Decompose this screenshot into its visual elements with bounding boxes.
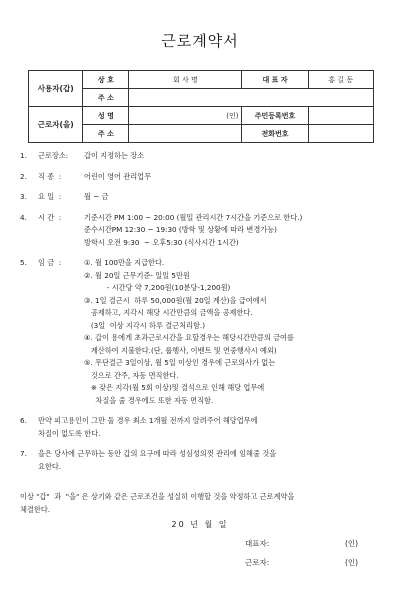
signature-employee bbox=[245, 557, 358, 568]
employer-address-label: 주 소 bbox=[83, 89, 129, 107]
clause-line: 차질이 없도록 한다. bbox=[38, 428, 101, 438]
clause-line: 월 ~ 금 bbox=[84, 192, 109, 201]
clause-number: 3. bbox=[20, 192, 27, 201]
clause-body bbox=[38, 448, 380, 473]
employer-company-value: 회 사 명 bbox=[129, 71, 242, 89]
closing-line: 이상 "갑" 과 "을" 은 상기와 같은 근로조건을 성실히 이행할 것을 약정하고 근로계약을 bbox=[20, 492, 295, 501]
clause-gap bbox=[20, 163, 380, 171]
clause-body bbox=[84, 171, 380, 184]
parties-table bbox=[28, 70, 374, 143]
clause-number: 1. bbox=[20, 151, 27, 160]
employee-phone-label: 전화번호 bbox=[242, 125, 308, 143]
signature-label: 대표자: bbox=[245, 539, 270, 548]
clause-4 bbox=[20, 212, 380, 250]
clause-line: ※ 잦은 지각(월 5회 이상)및 결석으로 인해 해당 업무에 bbox=[84, 383, 265, 392]
clause-1 bbox=[20, 150, 380, 163]
employer-role-label: 사용자(갑) bbox=[29, 71, 83, 107]
clause-body bbox=[84, 191, 380, 204]
clause-gap bbox=[20, 440, 380, 448]
employer-representative-label: 대 표 자 bbox=[242, 71, 308, 89]
clause-body bbox=[84, 150, 380, 163]
clause-gap bbox=[20, 407, 380, 415]
employee-address-value bbox=[129, 125, 242, 143]
clause-title: 시 간 : bbox=[38, 212, 62, 222]
employer-company-label: 상 호 bbox=[83, 71, 129, 89]
clause-number: 4. bbox=[20, 212, 27, 222]
employee-phone-value bbox=[308, 125, 373, 143]
clause-3 bbox=[20, 191, 380, 204]
clause-gap bbox=[20, 183, 380, 191]
employee-role-label: 근로자(을) bbox=[29, 107, 83, 143]
clause-line: 것으로 간주, 자동 면직한다. bbox=[84, 370, 179, 380]
clause-line: 기준시간 PM 1:00 ~ 20:00 (월일 관리시간 7시간을 기준으로 한다.) bbox=[84, 212, 303, 222]
signature-label: 근로자: bbox=[245, 558, 270, 567]
clause-line: 공제하고, 지각시 해당 시간만큼의 금액을 공제한다. bbox=[84, 308, 253, 317]
closing-line: 체결한다. bbox=[20, 504, 51, 514]
clause-line: 계산하여 지불한다.(단, 룹행사, 이벤트 및 연중행사시 예외) bbox=[84, 345, 277, 355]
clause-line: ②. 월 20일 근무기준- 일일 5만원 bbox=[84, 270, 190, 280]
clause-line: - 시간당 약 7,200원(10분당-1,200원) bbox=[84, 283, 231, 292]
signature-representative bbox=[245, 538, 358, 549]
employer-address-value bbox=[129, 89, 374, 107]
clause-body bbox=[84, 212, 380, 250]
clause-line: 어린이 영어 관리업무 bbox=[84, 171, 152, 181]
employee-name-label: 성 명 bbox=[83, 107, 129, 125]
clause-line: 만약 피고용인이 그만 둘 경우 최소 1개월 전까지 알려주어 해당업무에 bbox=[38, 416, 258, 425]
employee-name-value: (인) bbox=[129, 107, 242, 125]
clause-body bbox=[38, 415, 380, 440]
clause-gap bbox=[20, 204, 380, 212]
clause-line: 방학시 오전 9:30 ~ 오후5:30 (식사시간 1시간) bbox=[84, 237, 239, 247]
seal-mark: (인) bbox=[345, 558, 359, 567]
clause-5 bbox=[20, 257, 380, 407]
clause-line: 갑이 지정하는 장소 bbox=[84, 151, 145, 160]
seal-mark: (인) bbox=[345, 539, 359, 548]
clause-line: 을은 당사에 근무하는 동안 갑의 요구에 따라 성심성의껏 관리에 임해줄 것을 bbox=[38, 449, 277, 458]
clause-line: ④. 갑이 용에게 초과근로시간을 요할경우는 해당시간만큼의 금여를 bbox=[84, 333, 294, 342]
contract-date: 20 년 월 일 bbox=[171, 520, 229, 529]
clause-6 bbox=[20, 415, 380, 440]
clause-body bbox=[84, 257, 380, 407]
clause-title: 직 종 : bbox=[38, 171, 62, 181]
employee-address-label: 주 소 bbox=[83, 125, 129, 143]
clause-title: 임 금 : bbox=[38, 258, 62, 267]
clause-title: 요 일 : bbox=[38, 192, 62, 201]
clause-line: (3일 이상 지각시 하루 결근처리함.) bbox=[84, 320, 206, 330]
clause-line: ③. 1일 결근시 하루 50,000원(월 20일 계산)을 급여에서 bbox=[84, 295, 267, 305]
clause-2 bbox=[20, 171, 380, 184]
clause-gap bbox=[20, 249, 380, 257]
clause-title: 근로장소: bbox=[38, 151, 69, 160]
document-title: 근로계약서 bbox=[161, 32, 239, 50]
employer-representative-value: 홍 길 동 bbox=[308, 71, 373, 89]
clauses-list bbox=[20, 150, 380, 473]
clause-line: 요한다. bbox=[38, 461, 62, 471]
clause-line: ⑤. 무단결근 3일이상, 월 5일 이상인 경우에 근로의사가 없는 bbox=[84, 358, 276, 367]
clause-number: 6. bbox=[20, 416, 27, 425]
clause-line: 차질을 줄 경우에도 또한 자동 면직함. bbox=[84, 395, 214, 405]
clause-number: 7. bbox=[20, 449, 27, 458]
employer-row-1 bbox=[29, 71, 374, 89]
employee-row-1 bbox=[29, 107, 374, 125]
clause-line: 준수시간PM 12:30 ~ 19:30 (방학 및 상황에 따라 변경가능) bbox=[84, 225, 277, 234]
employee-id-label: 주민등록번호 bbox=[242, 107, 308, 125]
clause-line: ①. 월 100만을 지급한다. bbox=[84, 258, 165, 267]
employee-id-value bbox=[308, 107, 373, 125]
clause-number: 5. bbox=[20, 258, 27, 267]
clause-number: 2. bbox=[20, 171, 27, 181]
closing-statement bbox=[20, 491, 380, 516]
clause-7 bbox=[20, 448, 380, 473]
